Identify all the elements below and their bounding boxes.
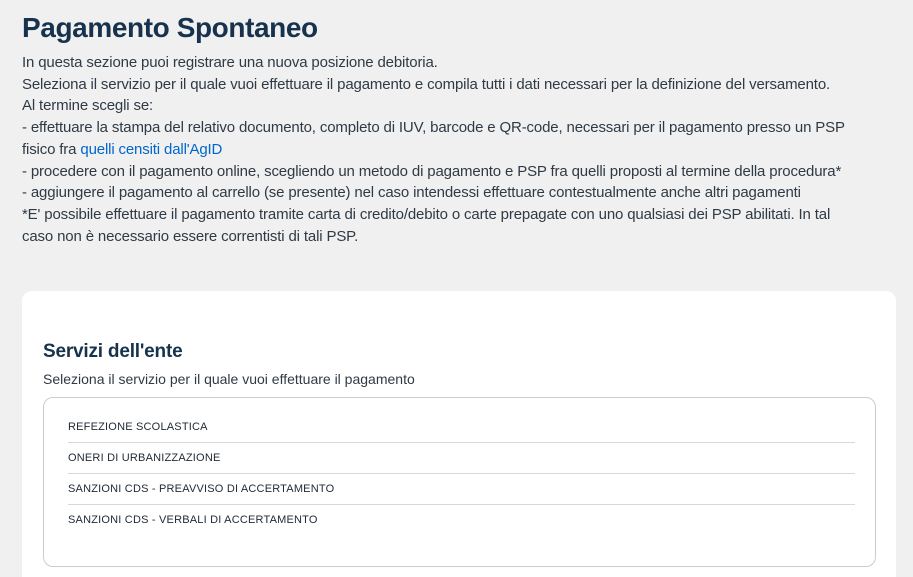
intro-line: *E' possibile effettuare il pagamento tramite carta di credito/debito o carte prepagate con uno qualsiasi dei PSP abilitati. In tal <box>22 205 831 223</box>
intro-line: caso non è necessario essere correntisti di tali PSP. <box>22 227 359 245</box>
service-item-oneri-di-urbanizzazione[interactable]: ONERI DI URBANIZZAZIONE <box>68 443 855 474</box>
services-card-subtitle: Seleziona il servizio per il quale vuoi effettuare il pagamento <box>43 371 415 388</box>
intro-line: - aggiungere il pagamento al carrello (se presente) nel caso intendessi effettuare contestualmente anche altri pagamenti <box>22 184 801 202</box>
agid-census-link[interactable]: quelli censiti dall'AgID <box>80 140 223 158</box>
intro-line: In questa sezione puoi registrare una nuova posizione debitoria. <box>22 54 438 71</box>
intro-text <box>22 52 896 247</box>
intro-line: Al termine scegli se: <box>22 97 154 115</box>
service-item-sanzioni-cds-preavviso[interactable]: SANZIONI CDS - PREAVVISO DI ACCERTAMENTO <box>68 474 855 505</box>
intro-line-with-link <box>22 139 896 161</box>
service-item-sanzioni-cds-verbali[interactable]: SANZIONI CDS - VERBALI DI ACCERTAMENTO <box>68 514 318 527</box>
intro-link-prefix: fisico fra <box>22 140 81 158</box>
services-card-heading: Servizi dell'ente <box>43 341 183 363</box>
page-title: Pagamento Spontaneo <box>22 12 318 43</box>
services-card <box>22 291 896 577</box>
intro-line: - effettuare la stampa del relativo documento, completo di IUV, barcode e QR-code, necessari per il pagamento presso un PSP <box>22 119 845 137</box>
service-list <box>68 412 855 536</box>
service-list-box <box>43 397 876 567</box>
service-item-refezione-scolastica[interactable]: REFEZIONE SCOLASTICA <box>68 412 855 443</box>
intro-line: Seleziona il servizio per il quale vuoi effettuare il pagamento e compila tutti i dati necessari per la definizione del versamento. <box>22 75 831 93</box>
intro-line: - procedere con il pagamento online, scegliendo un metodo di pagamento e PSP fra quelli proposti al termine della procedura* <box>22 162 842 180</box>
